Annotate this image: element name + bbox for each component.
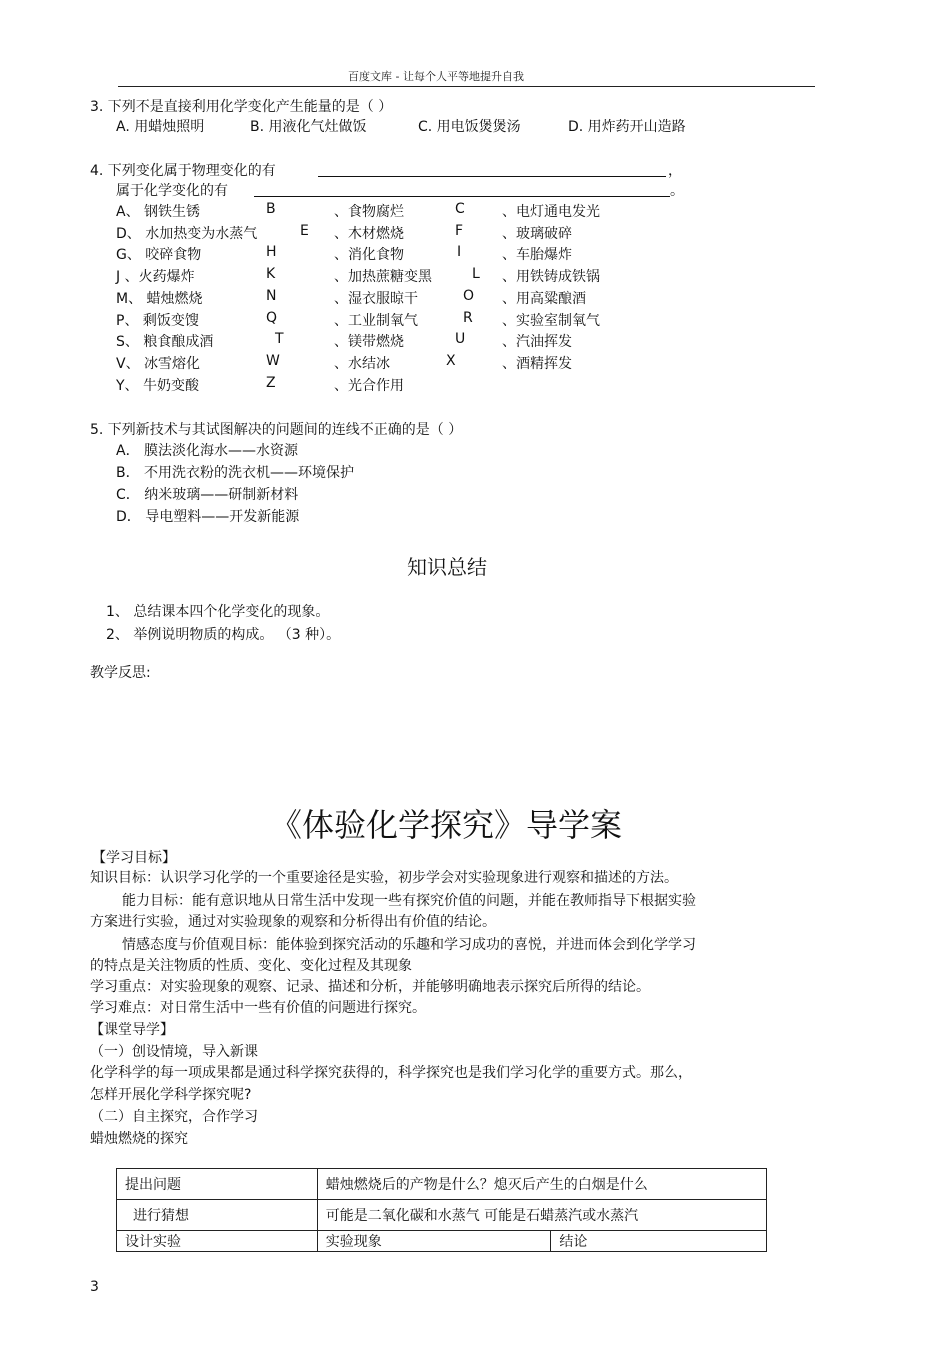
part-two-heading: （二）自主探究，合作学习	[90, 1109, 258, 1125]
classroom-guide-heading: 【课堂导学】	[90, 1022, 174, 1038]
q5-option-d: D． 导电塑料——开发新能源	[116, 509, 300, 525]
q4-letter: L	[472, 266, 480, 282]
q4-item: 、光合作用	[334, 378, 404, 394]
q4-letter: X	[446, 353, 456, 369]
q4-comma: ，	[668, 163, 682, 179]
q4-answer-blank-physical	[318, 176, 666, 177]
q5-option-b: B． 不用洗衣粉的洗衣机——环境保护	[116, 465, 355, 481]
q4-letter: Z	[266, 375, 276, 391]
part-one-heading: （一）创设情境，导入新课	[90, 1044, 258, 1060]
q4-letter: C	[455, 201, 465, 217]
q4-letter: N	[266, 288, 277, 304]
q4-letter: B	[266, 201, 276, 217]
q4-item: 、工业制氧气	[334, 313, 418, 329]
q5-option-c: C． 纳米玻璃——研制新材料	[116, 487, 299, 503]
q4-item: 、木材燃烧	[334, 226, 404, 242]
q3-option-d: D. 用炸药开山造路	[568, 119, 686, 135]
table-cell-value: 蜡烛燃烧后的产物是什么？熄灭后产生的白烟是什么	[317, 1169, 766, 1200]
table-row	[117, 1200, 767, 1231]
intro-line2: 怎样开展化学科学探究呢?	[90, 1087, 252, 1103]
q4-item: V、 冰雪熔化	[116, 356, 201, 372]
q4-item: J 、火药爆炸	[116, 269, 195, 285]
q3-option-c: C. 用电饭煲煲汤	[418, 119, 521, 135]
q4-item: 、车胎爆炸	[502, 247, 572, 263]
q4-item: 、酒精挥发	[502, 356, 572, 372]
q4-letter: U	[455, 331, 466, 347]
q4-item: M、 蜡烛燃烧	[116, 291, 203, 307]
table-cell-header: 结论	[551, 1231, 767, 1252]
table-cell-header: 实验现象	[317, 1231, 551, 1252]
summary-item-1: 1、 总结课本四个化学变化的现象。	[106, 604, 330, 620]
ability-objective-line2: 方案进行实验，通过对实验现象的观察和分析得出有价值的结论。	[90, 914, 496, 930]
q4-letter: E	[300, 223, 309, 239]
q4-letter: O	[463, 288, 475, 304]
emotion-objective-line2: 的特点是关注物质的性质、变化、变化过程及其现象	[90, 958, 412, 974]
q4-letter: K	[266, 266, 276, 282]
table-cell-label: 设计实验	[117, 1231, 318, 1252]
q4-letter: H	[266, 244, 277, 260]
q4-item: G、 咬碎食物	[116, 247, 202, 263]
q4-letter: Q	[266, 310, 278, 326]
q4-item: 、汽油挥发	[502, 334, 572, 350]
difficult-point: 学习难点：对日常生活中一些有价值的问题进行探究。	[90, 1000, 426, 1016]
key-point: 学习重点：对实验现象的观察、记录、描述和分析，并能够明确地表示探究后所得的结论。	[90, 979, 650, 995]
q4-item: 、消化食物	[334, 247, 404, 263]
q4-item: 、用高粱酿酒	[502, 291, 586, 307]
table-cell-label: 进行猜想	[117, 1200, 318, 1231]
q3-option-a: A. 用蜡烛照明	[116, 119, 205, 135]
objectives-heading: 【学习目标】	[92, 850, 176, 866]
q4-line2: 属于化学变化的有	[116, 183, 228, 199]
q4-item: 、镁带燃烧	[334, 334, 404, 350]
q4-item: 、电灯通电发光	[502, 204, 600, 220]
table-cell-value: 可能是二氧化碳和水蒸气 可能是石蜡蒸汽或水蒸汽	[317, 1200, 766, 1231]
summary-item-2: 2、 举例说明物质的构成。 （3 种）。	[106, 627, 341, 643]
q4-item: D、 水加热变为水蒸气	[116, 226, 258, 242]
q4-item: S、 粮食酿成酒	[116, 334, 214, 350]
q4-item: 、实验室制氧气	[502, 313, 600, 329]
q4-letter: W	[266, 353, 280, 369]
table-row	[117, 1231, 767, 1252]
guide-title: 《体验化学探究》导学案	[270, 806, 623, 844]
q4-item: Y、 牛奶变酸	[116, 378, 200, 394]
inquiry-table	[116, 1168, 767, 1252]
q4-item: P、 剩饭变馊	[116, 313, 199, 329]
page-header: 百度文库 - 让每个人平等地提升自我	[348, 70, 524, 83]
q5-stem: 5. 下列新技术与其试图解决的问题间的连线不正确的是（ ）	[90, 422, 463, 438]
q4-period: 。	[670, 183, 684, 199]
q4-item: 、用铁铸成铁锅	[502, 269, 600, 285]
q4-item: 、加热蔗糖变黑	[334, 269, 432, 285]
q4-item: A、 钢铁生锈	[116, 204, 201, 220]
q4-item: 、食物腐烂	[334, 204, 404, 220]
q4-stem: 4. 下列变化属于物理变化的有	[90, 163, 276, 179]
emotion-objective-line1: 情感态度与价值观目标：能体验到探究活动的乐趣和学习成功的喜悦，并进而体会到化学学习	[122, 937, 696, 953]
summary-title: 知识总结	[407, 555, 487, 579]
q4-item: 、玻璃破碎	[502, 226, 572, 242]
q4-letter: I	[457, 244, 462, 260]
q4-letter: T	[275, 331, 284, 347]
table-row	[117, 1169, 767, 1200]
table-cell-label: 提出问题	[117, 1169, 318, 1200]
q3-stem: 3. 下列不是直接利用化学变化产生能量的是（ ）	[90, 99, 393, 115]
q4-item: 、湿衣服晾干	[334, 291, 418, 307]
intro-line1: 化学科学的每一项成果都是通过科学探究获得的，科学探究也是我们学习化学的重要方式。那么，	[90, 1065, 692, 1081]
q4-letter: F	[455, 223, 464, 239]
ability-objective-line1: 能力目标：能有意识地从日常生活中发现一些有探究价值的问题，并能在教师指导下根据实验	[122, 893, 696, 909]
q4-answer-blank-chemical	[254, 196, 670, 197]
q4-item: 、水结冰	[334, 356, 390, 372]
q4-letter: R	[463, 310, 473, 326]
candle-inquiry-heading: 蜡烛燃烧的探究	[90, 1131, 188, 1147]
header-rule	[118, 86, 815, 87]
q3-option-b: B. 用液化气灶做饭	[250, 119, 367, 135]
teaching-reflection: 教学反思:	[90, 665, 151, 681]
page-number: 3	[90, 1279, 99, 1295]
knowledge-objective: 知识目标：认识学习化学的一个重要途径是实验，初步学会对实验现象进行观察和描述的方法。	[90, 870, 678, 886]
q5-option-a: A． 膜法淡化海水——水资源	[116, 443, 299, 459]
